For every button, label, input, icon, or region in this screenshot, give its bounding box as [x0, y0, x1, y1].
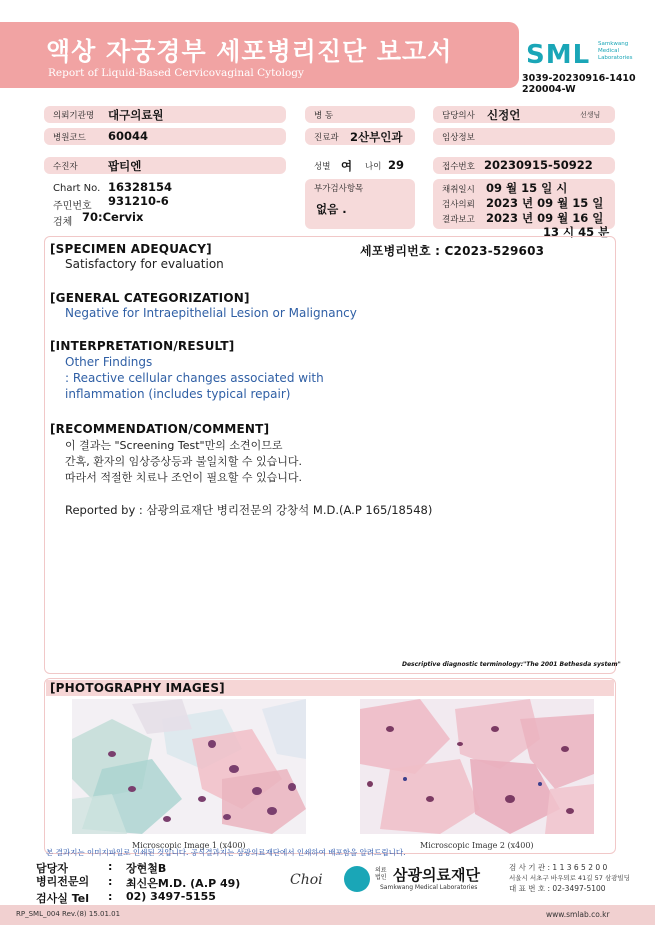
- specimen-label: 검체: [53, 217, 73, 228]
- form-code: RP_SML_004 Rev.(8) 15.01.01: [16, 910, 121, 918]
- sex-value: 여: [341, 159, 353, 173]
- resident-label: 주민번호: [53, 201, 92, 212]
- microscopic-image-2-graphic: [360, 699, 594, 834]
- representative-tel: 대 표 번 호 : 02-3497-5100: [509, 884, 606, 893]
- lab-number: 검 사 기 관 : 1 1 3 6 5 2 0 0: [509, 863, 608, 872]
- general-text: Negative for Intraepithelial Lesion or Malignancy: [65, 306, 357, 320]
- tel-value: 02) 3497-5155: [126, 890, 216, 903]
- official-notice: 본 결과지는 이미지파일로 인쇄된 것입니다. 공식결과지는 삼광의료재단에서 인쇄하여 배포함을 알려드립니다.: [46, 848, 406, 857]
- collect-label: 채취일시: [442, 185, 475, 195]
- recommendation-heading: [RECOMMENDATION/COMMENT]: [50, 422, 270, 436]
- cytology-number: 세포병리번호 : C2023-529603: [360, 244, 545, 258]
- dept-value: 2산부인과: [350, 130, 403, 144]
- doctor-suffix: 선생님: [580, 111, 601, 119]
- report-code-line1: 3039-20230916-1410: [522, 73, 636, 84]
- hospital-code-value: 60044: [108, 129, 149, 143]
- receipt-value: 20230915-50922: [484, 158, 593, 172]
- ward-label: 병 동: [314, 111, 334, 121]
- staff-colon: :: [108, 860, 113, 873]
- pathologist-value: 최신은M.D. (A.P 49): [126, 877, 241, 890]
- interpretation-line2: : Reactive cellular changes associated with: [65, 371, 324, 385]
- pathologist-label: 병리전문의: [36, 875, 90, 888]
- extra-tests-label: 부가검사항목: [314, 184, 364, 194]
- resident-value: 931210-6: [108, 194, 169, 208]
- result-time-value: 13 시 45 분: [543, 225, 610, 239]
- report-code: [522, 73, 636, 95]
- doctor-value: 신정언: [487, 108, 521, 122]
- result-value: 2023 년 09 월 16 일: [486, 211, 604, 225]
- lab-address: 서울시 서초구 바우뫼로 41길 57 삼광빌딩: [509, 874, 631, 882]
- org-prefix: 의료법인: [375, 867, 387, 881]
- age-label: 나이: [365, 162, 382, 172]
- tel-label: 검사실 Tel: [36, 892, 89, 905]
- sml-logo: [526, 40, 650, 72]
- interpretation-heading: [INTERPRETATION/RESULT]: [50, 339, 235, 353]
- chart-value: 16328154: [108, 180, 173, 194]
- logo-text: SML: [526, 40, 591, 70]
- microscopic-image-1-graphic: [72, 699, 306, 834]
- extra-tests-value: 없음 .: [316, 202, 347, 216]
- website: www.smlab.co.kr: [546, 910, 610, 919]
- recommendation-line1: 이 결과는 "Screening Test"만의 소견이므로: [65, 439, 283, 452]
- interpretation-line1: Other Findings: [65, 355, 153, 369]
- caption-image-2: Microscopic Image 2 (x400): [420, 841, 534, 850]
- recommendation-line2: 간혹, 환자의 임상증상등과 불일치할 수 있습니다.: [65, 455, 302, 468]
- receipt-label: 접수번호: [442, 162, 475, 172]
- microscopic-image-2: [360, 699, 594, 834]
- patient-field: [44, 157, 286, 174]
- microscopic-image-1: [72, 699, 306, 834]
- logo-subtext: Samkwang Medical Laboratories: [598, 41, 633, 61]
- institution-label: 의뢰기관명: [53, 111, 95, 121]
- signature: Choi: [290, 872, 323, 888]
- patient-value: 팝티엔: [108, 159, 142, 173]
- pathologist-colon: :: [108, 875, 113, 888]
- dept-label: 진료과: [314, 133, 339, 143]
- recommendation-line3: 따라서 적절한 치료나 조언이 필요할 수 있습니다.: [65, 471, 302, 484]
- org-name-en: Samkwang Medical Laboratories: [380, 884, 478, 891]
- adequacy-heading: [SPECIMEN ADEQUACY]: [50, 242, 212, 256]
- org-logo-icon: [344, 866, 370, 892]
- photo-heading: [PHOTOGRAPHY IMAGES]: [50, 681, 225, 695]
- tel-colon: :: [108, 890, 113, 903]
- report-subtitle: Report of Liquid-Based Cervicovaginal Cytology: [48, 67, 304, 79]
- patient-label: 수진자: [53, 162, 78, 172]
- request-label: 검사의뢰: [442, 200, 475, 210]
- chart-label: Chart No.: [53, 183, 101, 194]
- bethesda-note: Descriptive diagnostic terminology:"The 2001 Bethesda system": [402, 661, 621, 668]
- caption-image-1: Microscopic Image 1 (x400): [132, 841, 246, 850]
- age-value: 29: [388, 158, 405, 172]
- institution-value: 대구의료원: [108, 108, 164, 122]
- sex-label: 성별: [314, 162, 331, 172]
- result-label: 결과보고: [442, 215, 475, 225]
- hospital-code-label: 병원코드: [53, 133, 86, 143]
- org-name: 삼광의료재단: [393, 866, 480, 884]
- general-heading: [GENERAL CATEGORIZATION]: [50, 291, 250, 305]
- doctor-label: 담당의사: [442, 111, 475, 121]
- clinical-label: 임상정보: [442, 133, 475, 143]
- staff-label: 담당자: [36, 862, 68, 875]
- request-value: 2023 년 09 월 15 일: [486, 196, 604, 210]
- interpretation-line3: inflammation (includes typical repair): [65, 387, 291, 401]
- report-code-line2: 220004-W: [522, 84, 576, 95]
- reported-by: Reported by : 삼광의료재단 병리전문의 강창석 M.D.(A.P 165/18548): [65, 503, 433, 517]
- report-title: 액상 자궁경부 세포병리진단 보고서: [46, 37, 453, 66]
- collect-value: 09 월 15 일 시: [486, 181, 568, 195]
- specimen-value: 70:Cervix: [82, 210, 144, 224]
- adequacy-text: Satisfactory for evaluation: [65, 257, 224, 271]
- staff-value: 장현철B: [126, 862, 167, 875]
